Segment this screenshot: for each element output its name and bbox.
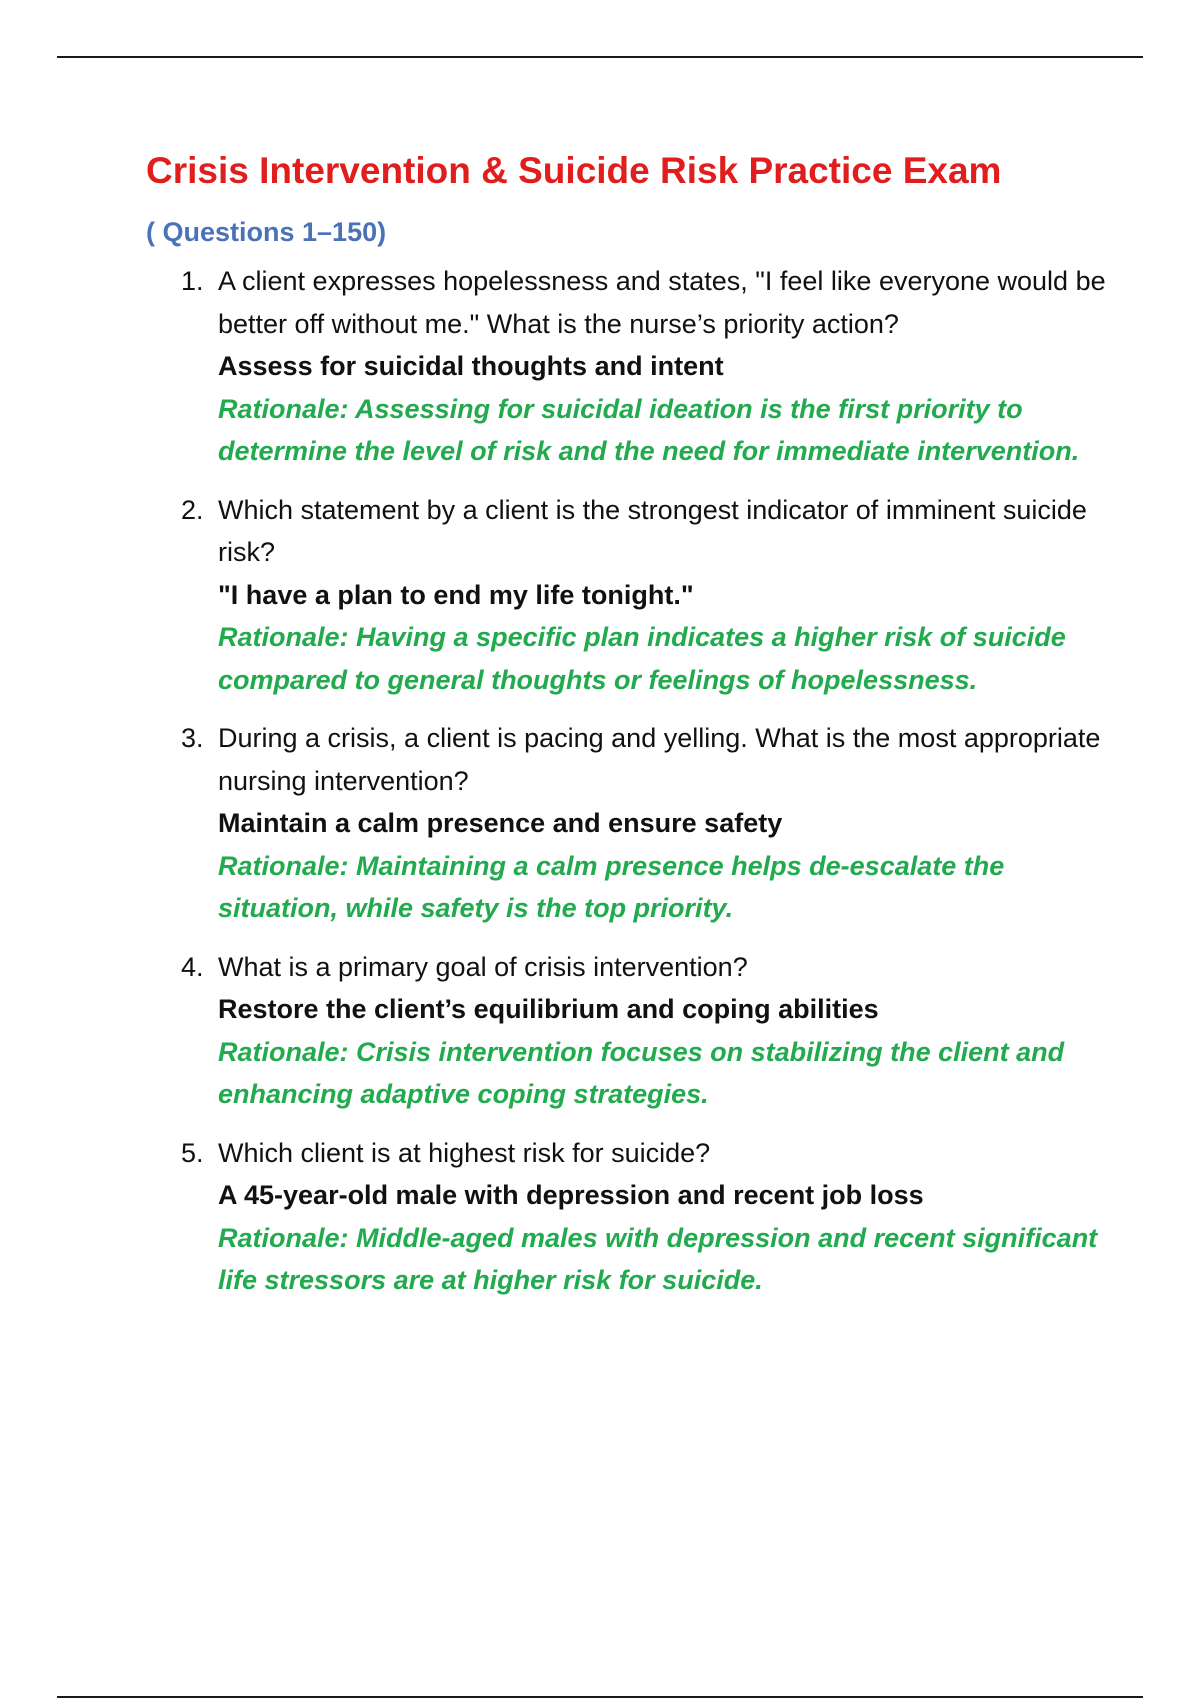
header-rule bbox=[57, 56, 1143, 58]
question-number: 3. bbox=[181, 723, 204, 753]
question-rationale: Rationale: Having a specific plan indicates a higher risk of suicide compared to general thoughts or feelings of hopelessness. bbox=[218, 622, 1066, 695]
question-answer: Restore the client’s equilibrium and coping abilities bbox=[218, 994, 879, 1024]
question-range-subtitle: ( Questions 1–150) bbox=[146, 217, 387, 247]
document-title: Crisis Intervention & Suicide Risk Practice Exam bbox=[146, 150, 1002, 191]
question-number: 5. bbox=[181, 1137, 204, 1168]
question-item-3 bbox=[146, 717, 1106, 930]
question-answer: A 45-year-old male with depression and recent job loss bbox=[218, 1180, 924, 1210]
question-text: During a crisis, a client is pacing and yelling. What is the most appropriate nursing intervention? bbox=[218, 723, 1101, 796]
question-rationale: Rationale: Crisis intervention focuses on stabilizing the client and enhancing adaptive coping strategies. bbox=[218, 1036, 1065, 1109]
question-item-4 bbox=[146, 946, 1106, 1116]
question-text: What is a primary goal of crisis intervention? bbox=[218, 951, 748, 982]
question-rationale: Rationale: Assessing for suicidal ideation is the first priority to determine the level of risk and the need for immediate intervention. bbox=[218, 393, 1080, 466]
document-body bbox=[146, 148, 1106, 1318]
question-text: Which client is at highest risk for suicide? bbox=[218, 1137, 711, 1168]
question-number: 1. bbox=[181, 266, 204, 296]
question-text: Which statement by a client is the strongest indicator of imminent suicide risk? bbox=[218, 494, 1087, 567]
question-list bbox=[146, 260, 1106, 1302]
question-item-2 bbox=[146, 489, 1106, 702]
question-rationale: Rationale: Middle-aged males with depression and recent significant life stressors are at higher risk for suicide. bbox=[218, 1222, 1098, 1295]
question-answer: "I have a plan to end my life tonight." bbox=[218, 579, 694, 610]
question-answer: Maintain a calm presence and ensure safety bbox=[218, 808, 783, 838]
question-number: 4. bbox=[181, 951, 204, 982]
question-item-5 bbox=[146, 1132, 1106, 1302]
question-text: A client expresses hopelessness and states, "I feel like everyone would be better off without me." What is the nurse’s priority action? bbox=[218, 266, 1106, 339]
question-answer: Assess for suicidal thoughts and intent bbox=[218, 351, 724, 381]
question-rationale: Rationale: Maintaining a calm presence helps de-escalate the situation, while safety is the top priority. bbox=[218, 850, 1005, 923]
footer-rule bbox=[57, 1696, 1143, 1698]
question-item-1 bbox=[146, 260, 1106, 473]
question-number: 2. bbox=[181, 494, 204, 525]
